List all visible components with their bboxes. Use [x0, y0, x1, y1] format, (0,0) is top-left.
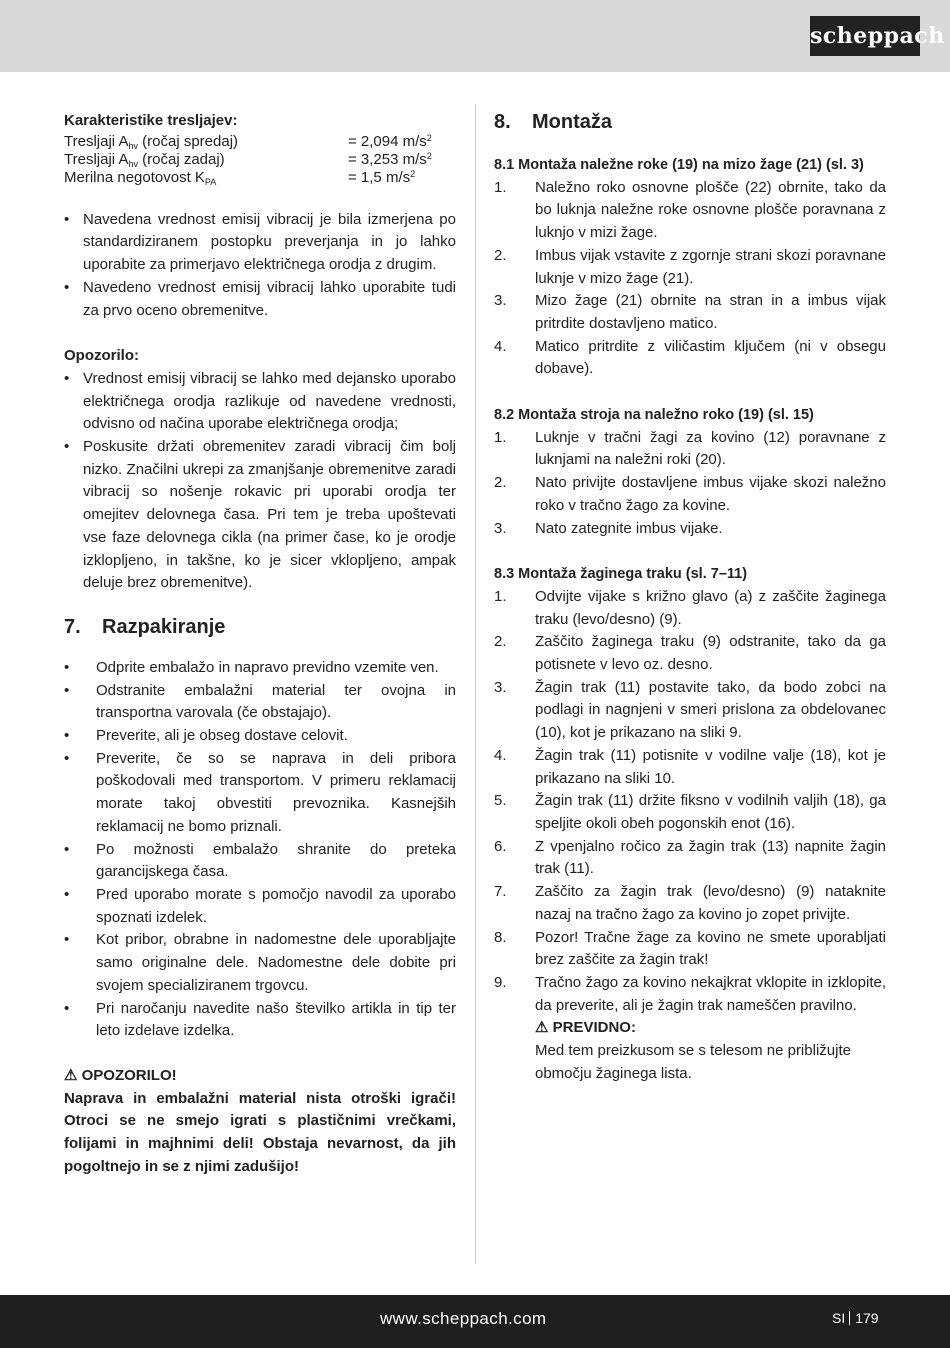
subsection-8-2-heading: 8.2 Montaža stroja na naležno roko (19) (sl. 15) — [494, 407, 814, 424]
subsection-8-1-heading: 8.1 Montaža naležne roke (19) na mizo žage (21) (sl. 3) — [494, 157, 864, 173]
list-item: • Pred uporabo morate s pomočjo navodil za uporabo spoznati izdelek. — [64, 884, 456, 929]
page-number: 179 — [855, 1310, 879, 1326]
column-divider — [475, 104, 476, 1264]
list-item: 2. Nato privijte dostavljene imbus vijake skozi naležno roko v tračno žago za kovine. — [494, 474, 886, 514]
warning-heading: ⚠ OPOZORILO! — [64, 1066, 177, 1084]
vibration-notes — [64, 209, 456, 323]
list-item: • Preverite, ali je obseg dostave celovit. — [64, 725, 456, 748]
spec-row: Tresljaji $A_{hv}$ (ročaj zadaj) = 3,253 $m/s^2$ — [64, 150, 432, 169]
caution-list — [64, 368, 456, 595]
list-item: 1. Naležno roko osnovne plošče (22) obrnite, tako da bo luknja naležne roke osnovne plošče poravnana z luknjo v mizi žage. — [494, 178, 886, 242]
list-item: 5. Žagin trak (11) držite fiksno v vodilnih valjih (18), ga speljite okoli obeh pogonskih enot (16). — [494, 792, 886, 832]
caution-heading: Opozorilo: — [64, 347, 139, 365]
subsection-8-2-steps — [494, 427, 886, 541]
spec-row: Tresljaji $A_{hv}$ (ročaj spredaj) = 2,094 $m/s^2$ — [64, 132, 432, 151]
list-item: • Poskusite držati obremenitev zaradi vibracij čim bolj nizko. Značilni ukrepi za zmanjšanje obremenitve zaradi vibracij so nošenje rokavic pri uporabi orodja ter omejitev delovnega časa. Pri tem je treba upoštevati vse faze delovnega cikla (na primer čase, ko je orodje izklopljeno, in takšne, ko je sicer vklopljeno, ampak deluje brez obremenitve). — [64, 436, 456, 595]
warning-icon: ⚠ — [535, 1019, 553, 1037]
left-column — [64, 110, 456, 1178]
list-item: • Vrednost emisij vibracij se lahko med dejansko uporabo električnega orodja razlikuje od navedene vrednosti, odvisno od načina uporabe električnega orodja; — [64, 368, 456, 436]
list-item: 6. Z vpenjalno ročico za žagin trak (13) napnite žagin trak (11). — [494, 837, 886, 878]
vibration-title: Karakteristike tresljajev: — [64, 112, 238, 129]
caution-note-text: Med tem preizkusom se s telesom ne približujte območju žaginega lista. — [535, 1042, 851, 1082]
subsection-8-1-steps — [494, 177, 886, 381]
list-item: 1. Odvijte vijake s križno glavo (a) z zaščite žaginega traku (levo/desno) (9). — [494, 587, 886, 628]
list-item: 3. Žagin trak (11) postavite tako, da bodo zobci na podlagi in nagnjeni v smeri prislona za obdelovanec (10), kot je prikazano na sliki 9. — [494, 678, 886, 742]
list-item: • Odstranite embalažni material ter ovojna in transportna varovala (če obstajajo). — [64, 680, 456, 725]
subsection-8-3-steps — [494, 586, 886, 1017]
list-item: 9. Tračno žago za kovino nekajkrat vklopite in izklopite, da preverite, ali je žagin trak nameščen pravilno. — [494, 973, 886, 1014]
list-item: • Odprite embalažo in napravo previdno vzemite ven. — [64, 657, 456, 680]
list-item: 3. Mizo žage (21) obrnite na stran in a imbus vijak pritrdite dostavljeno matico. — [494, 292, 886, 332]
list-item: • Navedeno vrednost emisij vibracij lahko uporabite tudi za prvo oceno obremenitve. — [64, 277, 456, 322]
list-item: 2. Imbus vijak vstavite z zgornje strani skozi poravnane luknje v mizo žage (21). — [494, 246, 886, 287]
page-indicator: SI 179 — [832, 1310, 879, 1326]
section-7-heading: 7. Razpakiranje — [64, 615, 226, 638]
list-item: • Navedena vrednost emisij vibracij je bila izmerjena po standardiziranem postopku preverjanja in jo lahko uporabite za primerjavo električnega orodja z drugim. — [64, 209, 456, 277]
list-item: • Pri naročanju navedite našo številko artikla in tip ter leto izdelave izdelka. — [64, 998, 456, 1043]
warning-text: Naprava in embalažni material nista otroški igrači! Otroci se ne smejo igrati s plastičnimi vrečkami, folijami in majhnimi deli! Obstaja nevarnost, da jih pogoltnejo in se z njimi zadušijo! — [64, 1089, 456, 1175]
spec-row: Merilna negotovost $K_{PA}$ = 1,5 $m/s^2$ — [64, 168, 416, 187]
website-link[interactable]: www.scheppach.com — [380, 1309, 547, 1328]
list-item: • Kot pribor, obrabne in nadomestne dele uporabljajte samo originalne dele. Nadomestne dele dobite pri svojem specializiranem trgovcu. — [64, 929, 456, 997]
list-item: 2. Zaščito žaginega traku (9) odstranite, tako da ga potisnete v levo oz. desno. — [494, 633, 886, 674]
unpacking-list — [64, 657, 456, 1043]
list-item: 7. Zaščito za žagin trak (levo/desno) (9) nataknite nazaj na tračno žago za kovino jo zopet privijte. — [494, 883, 886, 923]
list-item: 1. Luknje v tračni žagi za kovino (12) poravnane z luknjami na naležni roki (20). — [494, 428, 886, 469]
list-item: • Preverite, če so se naprava in deli pribora poškodovali med transportom. V primeru reklamacij morate takoj obvestiti prevoznika. Kasnejših reklamacij ne bomo priznali. — [64, 748, 456, 839]
list-item: 8. Pozor! Tračne žage za kovino ne smete uporabljati brez zaščite za žagin trak! — [494, 928, 886, 969]
right-column — [494, 110, 886, 1085]
header-bar — [0, 0, 950, 72]
caution-note: ⚠ PREVIDNO: Med tem preizkusom se s telesom ne približujte območju žaginega lista. — [494, 1017, 886, 1085]
brand-logo: scheppach — [810, 16, 920, 56]
subsection-8-3-heading: 8.3 Montaža žaginega traku (sl. 7–11) — [494, 566, 748, 583]
warning-icon: ⚠ — [64, 1066, 82, 1084]
list-item: 3. Nato zategnite imbus vijake. — [494, 519, 723, 537]
list-item: 4. Žagin trak (11) potisnite v vodilne valje (18), kot je prikazano na sliki 10. — [494, 746, 886, 787]
footer-bar — [0, 1295, 950, 1348]
spec-list — [64, 133, 456, 187]
list-item: 4. Matico pritrdite z viličastim ključem (ni v obsegu dobave). — [494, 337, 886, 378]
list-item: • Po možnosti embalažo shranite do preteka garancijskega časa. — [64, 839, 456, 884]
section-8-heading: 8. Montaža — [494, 111, 612, 133]
